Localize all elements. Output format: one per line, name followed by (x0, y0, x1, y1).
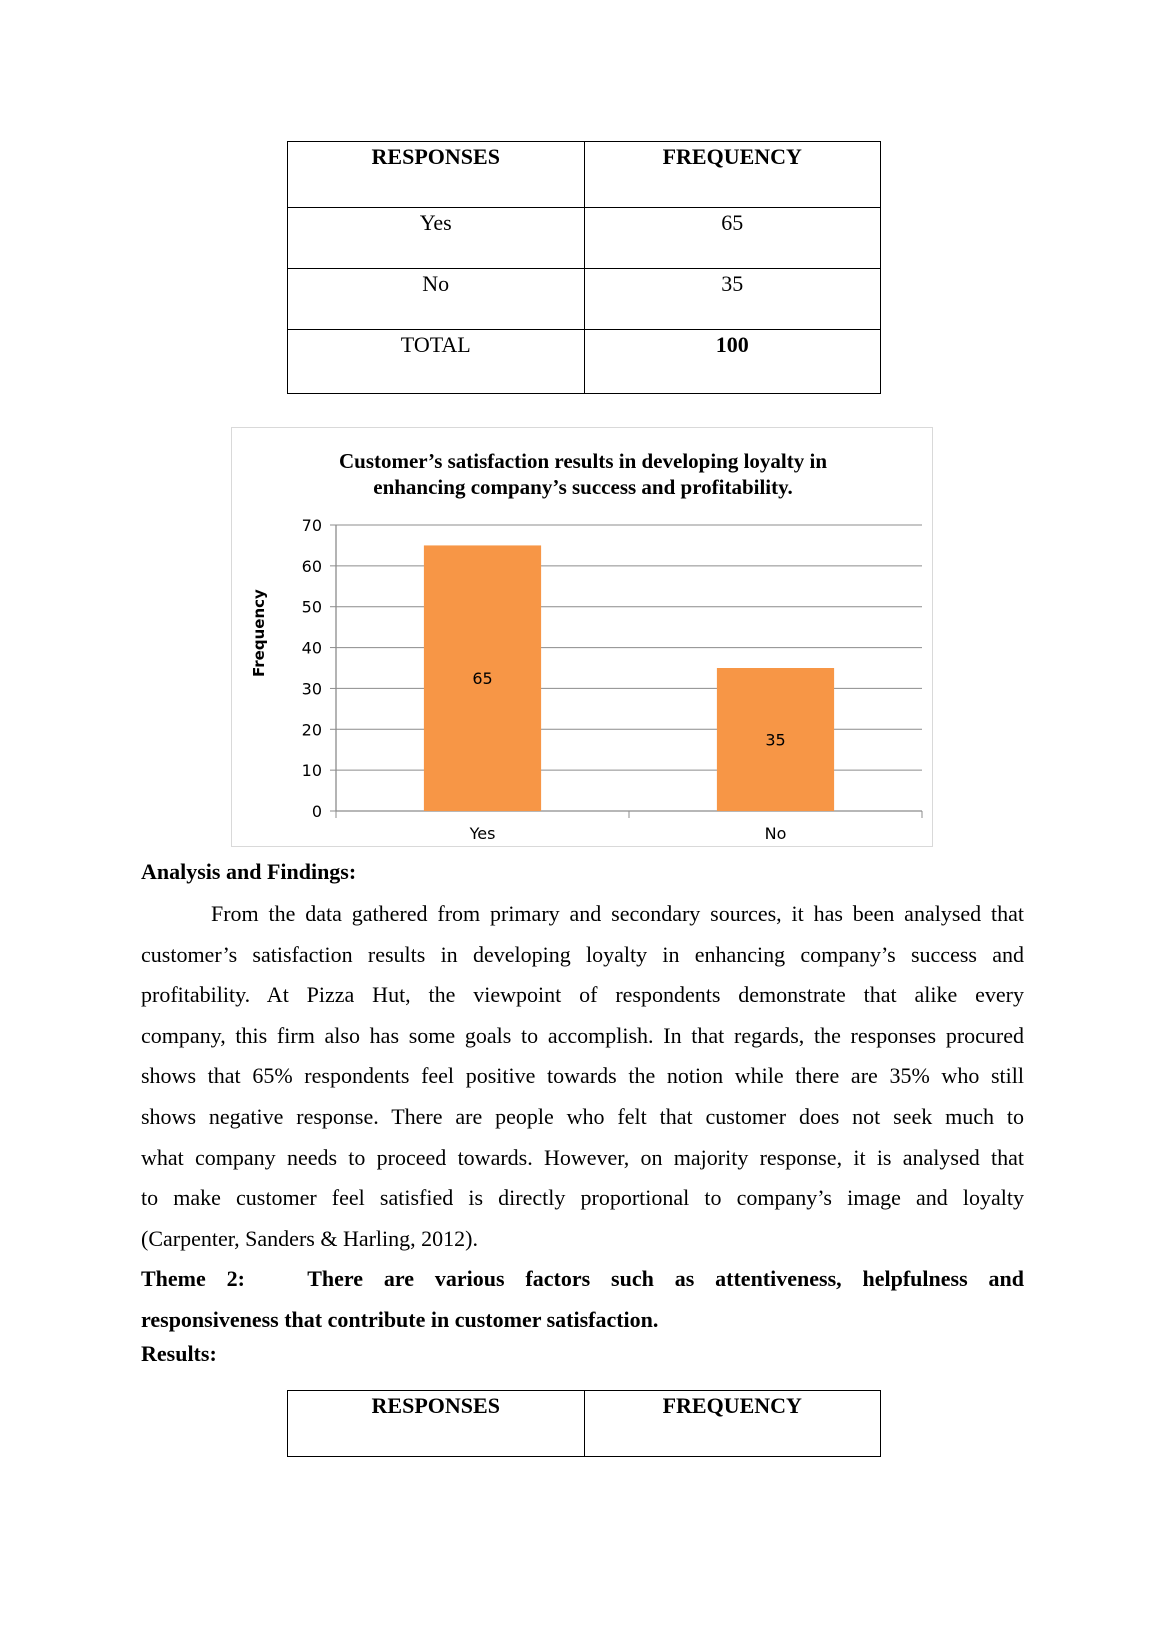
cell-response: Yes (288, 208, 585, 269)
paragraph-line: what company needs to proceed towards. However, on majority response, it is analysed that (141, 1144, 1024, 1170)
cell-response: No (288, 269, 585, 330)
chart-title-line-2: enhancing company’s success and profitability. (373, 475, 793, 499)
header-frequency: FREQUENCY (584, 1391, 881, 1457)
y-tick-label: 10 (301, 761, 322, 781)
y-tick-label: 70 (301, 516, 322, 535)
theme-line: Theme 2: There are various factors such as attentiveness, helpfulness and (141, 1266, 1024, 1291)
paragraph-line: (Carpenter, Sanders & Harling, 2012). (141, 1225, 478, 1251)
paragraph-line: customer’s satisfaction results in developing loyalty in enhancing company’s success and (141, 941, 1024, 967)
y-tick-label: 50 (301, 597, 322, 617)
table-row-total (288, 330, 881, 394)
header-responses: RESPONSES (288, 142, 585, 208)
table-row (288, 208, 881, 269)
y-tick-label: 20 (301, 720, 322, 740)
y-tick-label: 60 (301, 556, 322, 576)
y-axis-label: Frequency (250, 589, 268, 677)
paragraph-line: shows that 65% respondents feel positive towards the notion while there are 35% who still (141, 1063, 1024, 1089)
y-tick-label: 0 (311, 802, 322, 821)
paragraph-line: profitability. At Pizza Hut, the viewpoint of respondents demonstrate that alike every (141, 982, 1024, 1008)
analysis-paragraph (141, 894, 1024, 1259)
y-tick-label: 30 (301, 679, 322, 699)
responses-table (287, 141, 881, 394)
table-header-row (288, 142, 881, 208)
analysis-heading: Analysis and Findings: (141, 859, 357, 884)
theme-2-heading (141, 1259, 1024, 1340)
cell-total-value: 100 (584, 330, 881, 394)
paragraph-line: to make customer feel satisfied is directly proportional to company’s image and loyalty (141, 1185, 1024, 1211)
paragraph-line: company, this firm also has some goals to accomplish. In that regards, the responses procured (141, 1022, 1024, 1048)
data-label: 35 (765, 730, 786, 750)
cell-frequency: 35 (584, 269, 881, 330)
theme-line: responsiveness that contribute in customer satisfaction. (141, 1306, 659, 1332)
paragraph-line: shows negative response. There are people who felt that customer does not seek much to (141, 1103, 1024, 1129)
header-frequency: FREQUENCY (584, 142, 881, 208)
chart-title-line-1: Customer’s satisfaction results in developing loyalty in (338, 449, 828, 473)
x-tick-label: No (764, 824, 787, 843)
bar-chart (231, 427, 933, 847)
results-heading: Results: (141, 1341, 217, 1366)
responses-table-2 (287, 1390, 881, 1457)
y-tick-label: 40 (301, 638, 322, 658)
data-label: 65 (472, 669, 493, 689)
cell-frequency: 65 (584, 208, 881, 269)
x-tick-label: Yes (469, 824, 496, 843)
chart-plot (232, 428, 934, 848)
paragraph-line: From the data gathered from primary and secondary sources, it has been analysed that (211, 901, 1024, 926)
table-row (288, 269, 881, 330)
header-responses: RESPONSES (288, 1391, 585, 1457)
cell-total-label: TOTAL (288, 330, 585, 394)
table-header-row (288, 1391, 881, 1457)
